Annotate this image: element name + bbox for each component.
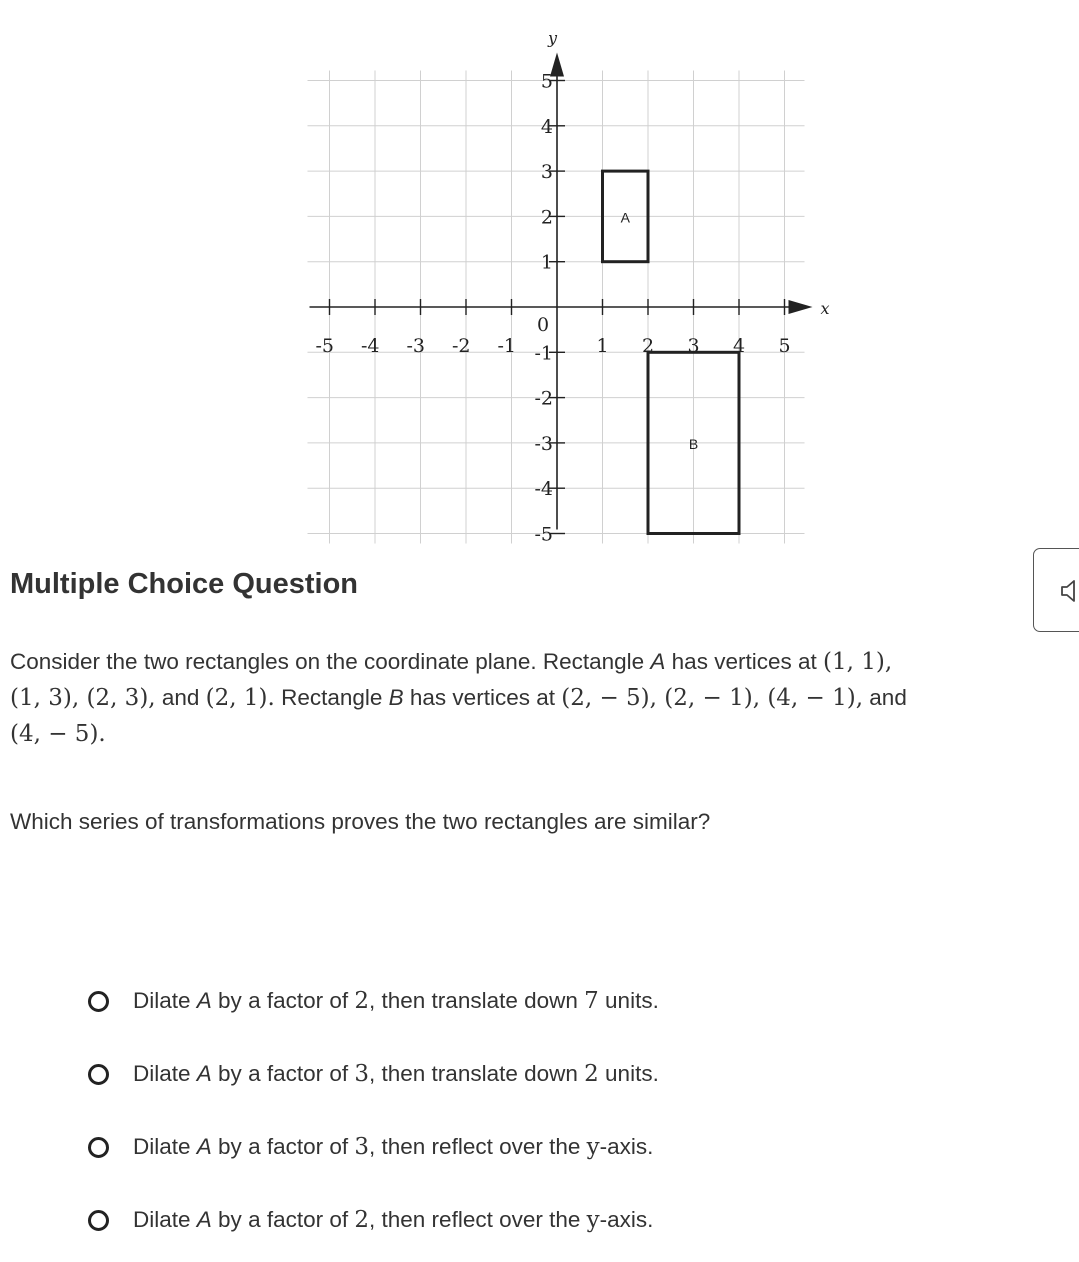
x-tick-label: 3	[687, 335, 700, 357]
option-text-segment: Dilate	[133, 1207, 197, 1232]
speaker-icon	[1058, 579, 1078, 603]
answer-option-text	[133, 1134, 653, 1160]
question-prompt: Which series of transformations proves the two rectangles are similar?	[10, 809, 711, 834]
option-text-segment: A	[196, 1061, 212, 1086]
question-text-segment: and	[863, 685, 907, 710]
answer-option-text	[133, 1207, 653, 1233]
y-tick-label: -5	[534, 523, 553, 545]
answer-option[interactable]	[88, 1202, 848, 1238]
radio-button[interactable]	[88, 1210, 109, 1231]
x-tick-label: -1	[497, 335, 517, 357]
option-text-segment: , then translate down	[369, 1061, 585, 1086]
option-text-segment: Dilate	[133, 1061, 197, 1086]
option-text-segment: y	[586, 1207, 600, 1233]
option-text-segment: by a factor of	[211, 988, 355, 1013]
origin-label: 0	[537, 314, 550, 336]
x-axis-label: x	[820, 299, 830, 318]
option-text-segment: 2	[354, 988, 370, 1014]
answer-option[interactable]	[88, 983, 848, 1019]
option-text-segment: A	[196, 988, 212, 1013]
option-text-segment: 2	[584, 1061, 599, 1087]
answer-option[interactable]	[88, 1056, 848, 1092]
option-text-segment: 3	[354, 1061, 370, 1087]
y-tick-label: -4	[534, 478, 553, 501]
rectangle-label: A	[620, 209, 630, 226]
question-text-segment: (4, − 5).	[10, 721, 106, 747]
answer-option-text	[133, 988, 659, 1014]
option-text-segment: 3	[354, 1134, 370, 1160]
y-axis-label: y	[548, 28, 558, 48]
question-text-segment: A	[650, 649, 666, 674]
y-tick-label: -2	[534, 387, 553, 410]
option-text-segment: Dilate	[133, 1134, 197, 1159]
x-tick-label: 5	[778, 335, 791, 357]
y-tick-label: 3	[540, 161, 553, 184]
y-tick-label: -1	[534, 342, 553, 365]
radio-button[interactable]	[88, 991, 109, 1012]
coordinate-plane-graph	[0, 0, 1079, 545]
x-tick-label: -2	[452, 335, 471, 357]
y-tick-label: 1	[540, 251, 553, 274]
option-text-segment: by a factor of	[211, 1061, 355, 1086]
option-text-segment: units.	[598, 1061, 659, 1086]
option-text-segment: -axis.	[599, 1207, 654, 1232]
option-text-segment: y	[586, 1134, 600, 1160]
y-tick-label: 5	[540, 70, 553, 93]
question-text-segment: (2, − 5), (2, − 1), (4, − 1),	[561, 685, 864, 711]
question-text-segment: B	[388, 685, 404, 710]
option-text-segment: 7	[584, 988, 599, 1014]
answer-option[interactable]	[88, 1129, 848, 1165]
x-axis-arrow	[789, 300, 813, 314]
x-tick-label: 2	[642, 335, 655, 357]
option-text-segment: A	[196, 1207, 212, 1232]
y-tick-label: -3	[534, 432, 553, 455]
x-tick-label: 1	[596, 335, 609, 357]
radio-button[interactable]	[88, 1137, 109, 1158]
x-tick-label: -5	[315, 335, 335, 357]
x-tick-label: -3	[406, 335, 426, 357]
answer-option-text	[133, 1061, 659, 1087]
option-text-segment: by a factor of	[211, 1207, 355, 1232]
radio-button[interactable]	[88, 1064, 109, 1085]
question-text-segment: (2, 1).	[205, 685, 275, 711]
option-text-segment: A	[196, 1134, 212, 1159]
question-text-segment: and	[155, 685, 206, 710]
option-text-segment: , then reflect over the	[369, 1134, 587, 1159]
question-text-segment: (1, 3), (2, 3),	[10, 685, 156, 711]
question-text	[10, 644, 1078, 752]
question-text-segment: has vertices at	[665, 649, 823, 674]
option-text-segment: Dilate	[133, 988, 197, 1013]
x-tick-label: 4	[733, 335, 746, 357]
option-text-segment: , then translate down	[369, 988, 585, 1013]
question-text-segment: (1, 1),	[823, 649, 893, 675]
question-text-segment: has vertices at	[403, 685, 562, 710]
question-text-segment: Consider the two rectangles on the coordinate plane. Rectangle	[10, 649, 651, 674]
rectangle-label: B	[688, 435, 699, 452]
option-text-segment: , then reflect over the	[369, 1207, 587, 1232]
audio-button[interactable]	[1033, 548, 1079, 632]
y-tick-label: 4	[540, 115, 553, 138]
question-text-segment: Rectangle	[274, 685, 389, 710]
option-text-segment: -axis.	[599, 1134, 654, 1159]
option-text-segment: by a factor of	[211, 1134, 355, 1159]
y-tick-label: 2	[540, 206, 553, 229]
option-text-segment: units.	[598, 988, 659, 1013]
option-text-segment: 2	[354, 1207, 370, 1233]
question-heading: Multiple Choice Question	[10, 568, 359, 600]
x-tick-label: -4	[361, 335, 380, 357]
